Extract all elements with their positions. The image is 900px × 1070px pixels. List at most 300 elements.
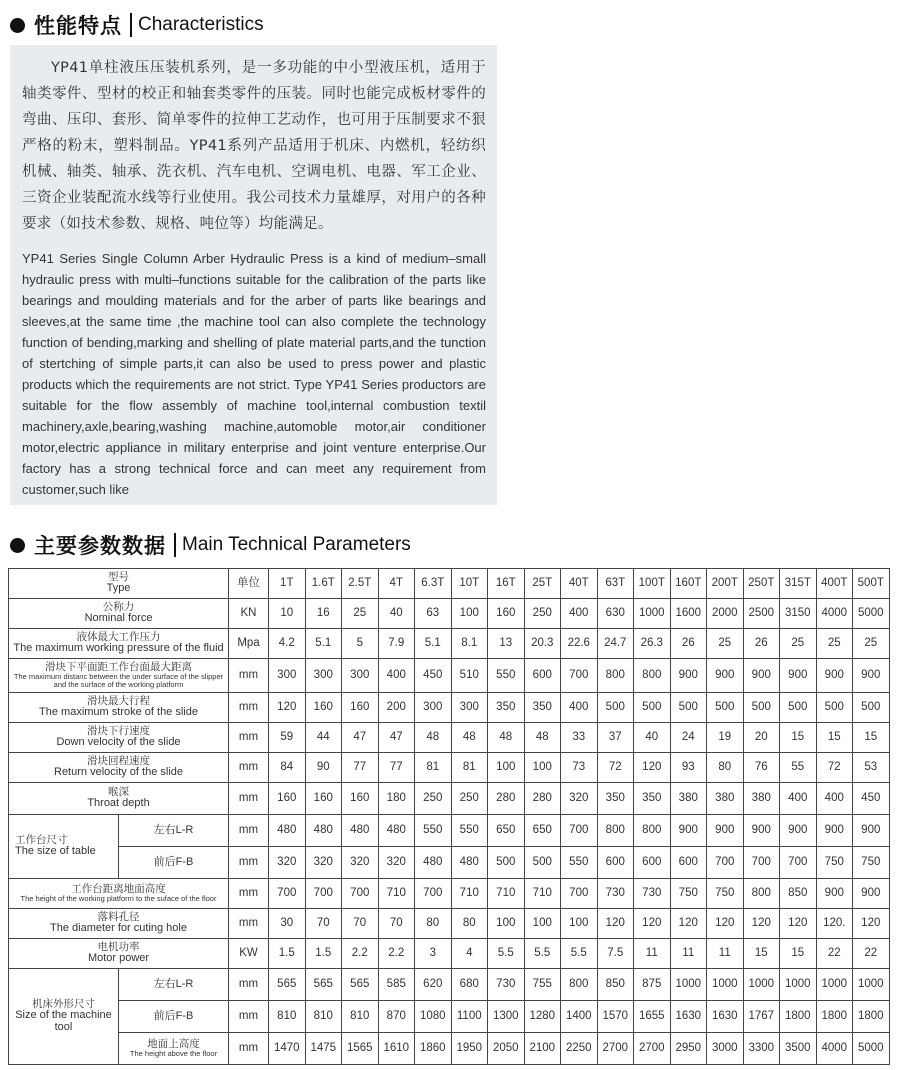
value-cell: 120	[743, 909, 780, 939]
sub-parameter-cell: 前后F-B	[119, 847, 229, 879]
parameter-label	[9, 659, 229, 693]
value-cell: 700	[561, 879, 598, 909]
parameter-label-zh: 电机功率	[97, 941, 140, 954]
value-cell: 300	[305, 659, 342, 693]
value-cell: 2050	[488, 1033, 525, 1065]
parameter-label-en: The height above the floor	[129, 1049, 218, 1059]
parameter-label-zh: 滑块下行速度	[87, 725, 150, 738]
parameter-label	[9, 939, 229, 969]
value-cell: 600	[524, 659, 561, 693]
value-cell: 48	[415, 723, 452, 753]
value-cell: 15	[743, 939, 780, 969]
value-cell: 160	[305, 693, 342, 723]
value-cell: 500	[488, 847, 525, 879]
value-cell: 850	[597, 969, 634, 1001]
table-row	[9, 847, 890, 879]
parameter-label-zh: 液体最大工作压力	[76, 631, 161, 644]
characteristics-title-zh: 性能特点	[34, 14, 122, 38]
value-cell: 5.5	[524, 939, 561, 969]
value-cell: 11	[707, 939, 744, 969]
value-cell: 77	[378, 753, 415, 783]
parameter-label-en: The height of the working platform to the suface of the floor	[20, 894, 217, 904]
value-cell: 4000	[816, 599, 853, 629]
value-cell: 22	[816, 939, 853, 969]
value-cell: 120	[269, 693, 306, 723]
value-cell: 600	[597, 847, 634, 879]
value-cell: 1000	[670, 969, 707, 1001]
value-cell: 5000	[853, 1033, 890, 1065]
value-cell: 70	[378, 909, 415, 939]
value-cell: 40	[634, 723, 671, 753]
value-cell: 16	[305, 599, 342, 629]
model-header-cell: 16T	[488, 569, 525, 599]
model-header-cell: 1.6T	[305, 569, 342, 599]
value-cell: 2100	[524, 1033, 561, 1065]
model-header-cell: 100T	[634, 569, 671, 599]
parameter-label-zh: 机床外形尺寸	[32, 998, 95, 1011]
value-cell: 25	[342, 599, 379, 629]
parameter-label-en: The maximum working pressure of the fluid	[13, 642, 224, 655]
table-row	[9, 815, 890, 847]
parameter-label	[119, 1033, 229, 1065]
value-cell: 2.2	[378, 939, 415, 969]
value-cell: 48	[524, 723, 561, 753]
value-cell: 25	[816, 629, 853, 659]
value-cell: 4.2	[269, 629, 306, 659]
value-cell: 1767	[743, 1001, 780, 1033]
value-cell: 100	[524, 909, 561, 939]
value-cell: 4	[451, 939, 488, 969]
value-cell: 47	[342, 723, 379, 753]
value-cell: 620	[415, 969, 452, 1001]
unit-cell: mm	[229, 783, 269, 815]
value-cell: 280	[524, 783, 561, 815]
value-cell: 350	[597, 783, 634, 815]
model-header-cell: 1T	[269, 569, 306, 599]
parameter-label-zh: 工作台距离地面高度	[71, 883, 166, 896]
heading-divider	[174, 533, 176, 557]
model-header-cell: 160T	[670, 569, 707, 599]
value-cell: 300	[415, 693, 452, 723]
value-cell: 100	[488, 909, 525, 939]
value-cell: 5.1	[415, 629, 452, 659]
value-cell: 800	[634, 815, 671, 847]
unit-cell: mm	[229, 753, 269, 783]
value-cell: 1000	[816, 969, 853, 1001]
parameter-label-en: The maximum distanc between the under surface of the slipper and the surface of the working platform	[13, 672, 224, 689]
parameter-label-en: Motor power	[87, 952, 150, 965]
value-cell: 3300	[743, 1033, 780, 1065]
value-cell: 2500	[743, 599, 780, 629]
value-cell: 15	[780, 939, 817, 969]
value-cell: 550	[488, 659, 525, 693]
value-cell: 900	[670, 659, 707, 693]
value-cell: 900	[707, 659, 744, 693]
value-cell: 24	[670, 723, 707, 753]
parameter-label-en: The diameter for cuting hole	[50, 922, 187, 935]
value-cell: 565	[342, 969, 379, 1001]
value-cell: 120	[634, 753, 671, 783]
parameter-label-en: Size of the machine tool	[15, 1009, 112, 1033]
value-cell: 1655	[634, 1001, 671, 1033]
value-cell: 550	[451, 815, 488, 847]
parameter-label-en: The maximum stroke of the slide	[39, 706, 198, 719]
value-cell: 320	[342, 847, 379, 879]
unit-cell: Mpa	[229, 629, 269, 659]
value-cell: 70	[305, 909, 342, 939]
value-cell: 900	[816, 659, 853, 693]
model-header-cell: 6.3T	[415, 569, 452, 599]
value-cell: 875	[634, 969, 671, 1001]
value-cell: 700	[743, 847, 780, 879]
value-cell: 1.5	[305, 939, 342, 969]
value-cell: 1000	[780, 969, 817, 1001]
model-header-cell: 4T	[378, 569, 415, 599]
value-cell: 300	[342, 659, 379, 693]
value-cell: 80	[707, 753, 744, 783]
value-cell: 20	[743, 723, 780, 753]
value-cell: 120	[634, 909, 671, 939]
value-cell: 500	[780, 693, 817, 723]
value-cell: 900	[780, 815, 817, 847]
value-cell: 120.	[816, 909, 853, 939]
value-cell: 300	[269, 659, 306, 693]
unit-cell: mm	[229, 969, 269, 1001]
value-cell: 120	[853, 909, 890, 939]
unit-cell: mm	[229, 1001, 269, 1033]
characteristics-panel	[10, 45, 497, 505]
value-cell: 120	[707, 909, 744, 939]
value-cell: 1000	[853, 969, 890, 1001]
model-header-cell: 315T	[780, 569, 817, 599]
value-cell: 1300	[488, 1001, 525, 1033]
value-cell: 200	[378, 693, 415, 723]
value-cell: 250	[451, 783, 488, 815]
value-cell: 320	[561, 783, 598, 815]
value-cell: 500	[743, 693, 780, 723]
value-cell: 81	[451, 753, 488, 783]
value-cell: 90	[305, 753, 342, 783]
parameter-label-zh: 滑块回程速度	[87, 755, 150, 768]
value-cell: 900	[853, 659, 890, 693]
value-cell: 20.3	[524, 629, 561, 659]
value-cell: 550	[415, 815, 452, 847]
value-cell: 25	[780, 629, 817, 659]
value-cell: 750	[853, 847, 890, 879]
value-cell: 900	[816, 815, 853, 847]
value-cell: 710	[378, 879, 415, 909]
value-cell: 33	[561, 723, 598, 753]
value-cell: 55	[780, 753, 817, 783]
parameter-label-zh: 工作台尺寸	[15, 834, 68, 847]
value-cell: 250	[415, 783, 452, 815]
parameter-label	[9, 815, 119, 879]
value-cell: 160	[305, 783, 342, 815]
value-cell: 480	[305, 815, 342, 847]
value-cell: 1800	[853, 1001, 890, 1033]
bullet-dot-icon	[10, 18, 25, 33]
value-cell: 1.5	[269, 939, 306, 969]
value-cell: 700	[305, 879, 342, 909]
value-cell: 26.3	[634, 629, 671, 659]
value-cell: 380	[707, 783, 744, 815]
value-cell: 100	[451, 599, 488, 629]
value-cell: 730	[634, 879, 671, 909]
model-header-cell: 200T	[707, 569, 744, 599]
value-cell: 810	[269, 1001, 306, 1033]
parameter-label	[9, 783, 229, 815]
unit-cell: mm	[229, 847, 269, 879]
value-cell: 480	[342, 815, 379, 847]
value-cell: 160	[342, 783, 379, 815]
value-cell: 1100	[451, 1001, 488, 1033]
value-cell: 1610	[378, 1033, 415, 1065]
value-cell: 755	[524, 969, 561, 1001]
value-cell: 76	[743, 753, 780, 783]
value-cell: 400	[561, 599, 598, 629]
parameters-title-zh: 主要参数数据	[34, 534, 166, 558]
parameter-label-en: Type	[106, 582, 131, 595]
value-cell: 100	[524, 753, 561, 783]
value-cell: 44	[305, 723, 342, 753]
parameters-title-en: Main Technical Parameters	[182, 534, 411, 555]
unit-cell: mm	[229, 723, 269, 753]
value-cell: 700	[269, 879, 306, 909]
value-cell: 700	[707, 847, 744, 879]
table-row	[9, 939, 890, 969]
parameter-label-zh: 地面上高度	[147, 1038, 200, 1051]
value-cell: 800	[597, 659, 634, 693]
model-header-cell: 25T	[524, 569, 561, 599]
value-cell: 160	[488, 599, 525, 629]
value-cell: 1000	[634, 599, 671, 629]
parameter-label	[9, 723, 229, 753]
value-cell: 800	[634, 659, 671, 693]
value-cell: 59	[269, 723, 306, 753]
value-cell: 600	[670, 847, 707, 879]
value-cell: 1470	[269, 1033, 306, 1065]
value-cell: 1860	[415, 1033, 452, 1065]
value-cell: 120	[780, 909, 817, 939]
value-cell: 19	[707, 723, 744, 753]
value-cell: 500	[634, 693, 671, 723]
value-cell: 480	[415, 847, 452, 879]
parameter-label-en: Nominal force	[84, 612, 153, 625]
value-cell: 280	[488, 783, 525, 815]
value-cell: 300	[451, 693, 488, 723]
value-cell: 900	[707, 815, 744, 847]
model-header-cell: 40T	[561, 569, 598, 599]
value-cell: 1475	[305, 1033, 342, 1065]
characteristics-paragraph-en: YP41 Series Single Column Arber Hydraulic Press is a kind of medium–small hydraulic press with multi–functions suitable for the calibration of the parts like bearings and moulding materials and for the arber of parts like bearings and sleeves,at the same time ,the machine tool can also complete the technology function of bending,marking and shelling of plate material parts,and the tunction of stertching of simple parts,it can also be used to press power and plastic products which the requirements are not strict. Type YP41 Series productors are suitable for the flow assembly of machine tool,internal combustion textil machinery,axle,bearing,washing machine,automoble motor,air conditioner motor,electric appliance in military enterprise and joint venture enterprise.Our factory has a strong technical force and can meet any requirement from customer,such like	[22, 251, 486, 497]
value-cell: 480	[378, 815, 415, 847]
parameter-label-en: Return velocity of the slide	[54, 766, 184, 779]
parameter-label-en: The size of table	[15, 845, 96, 858]
value-cell: 1800	[816, 1001, 853, 1033]
value-cell: 750	[816, 847, 853, 879]
value-cell: 72	[816, 753, 853, 783]
value-cell: 900	[670, 815, 707, 847]
model-header-cell: 2.5T	[342, 569, 379, 599]
value-cell: 11	[634, 939, 671, 969]
model-header-cell: 10T	[451, 569, 488, 599]
table-row	[9, 629, 890, 659]
value-cell: 10	[269, 599, 306, 629]
value-cell: 160	[269, 783, 306, 815]
unit-cell: mm	[229, 879, 269, 909]
value-cell: 800	[561, 969, 598, 1001]
value-cell: 710	[451, 879, 488, 909]
parameter-label	[9, 969, 119, 1065]
value-cell: 2700	[634, 1033, 671, 1065]
value-cell: 500	[597, 693, 634, 723]
value-cell: 1570	[597, 1001, 634, 1033]
value-cell: 900	[853, 815, 890, 847]
value-cell: 500	[853, 693, 890, 723]
value-cell: 3000	[707, 1033, 744, 1065]
unit-cell: mm	[229, 693, 269, 723]
heading-divider	[130, 13, 132, 37]
value-cell: 250	[524, 599, 561, 629]
value-cell: 100	[561, 909, 598, 939]
value-cell: 320	[378, 847, 415, 879]
value-cell: 3500	[780, 1033, 817, 1065]
value-cell: 2.2	[342, 939, 379, 969]
value-cell: 600	[634, 847, 671, 879]
value-cell: 2700	[597, 1033, 634, 1065]
value-cell: 70	[342, 909, 379, 939]
value-cell: 700	[415, 879, 452, 909]
value-cell: 400	[780, 783, 817, 815]
value-cell: 7.5	[597, 939, 634, 969]
parameter-label	[9, 909, 229, 939]
table-row	[9, 753, 890, 783]
unit-cell: mm	[229, 815, 269, 847]
value-cell: 1565	[342, 1033, 379, 1065]
unit-cell: KW	[229, 939, 269, 969]
value-cell: 2250	[561, 1033, 598, 1065]
value-cell: 15	[780, 723, 817, 753]
parameters-heading	[10, 530, 411, 560]
value-cell: 26	[670, 629, 707, 659]
value-cell: 1950	[451, 1033, 488, 1065]
value-cell: 900	[853, 879, 890, 909]
table-row	[9, 879, 890, 909]
model-header-cell: 63T	[597, 569, 634, 599]
value-cell: 730	[597, 879, 634, 909]
value-cell: 25	[707, 629, 744, 659]
value-cell: 565	[305, 969, 342, 1001]
value-cell: 400	[816, 783, 853, 815]
parameter-label	[9, 599, 229, 629]
unit-cell: mm	[229, 909, 269, 939]
table-row	[9, 693, 890, 723]
value-cell: 900	[816, 879, 853, 909]
value-cell: 5	[342, 629, 379, 659]
characteristics-heading	[10, 10, 264, 40]
table-row	[9, 569, 890, 599]
value-cell: 15	[816, 723, 853, 753]
value-cell: 5.5	[561, 939, 598, 969]
value-cell: 120	[597, 909, 634, 939]
value-cell: 1400	[561, 1001, 598, 1033]
value-cell: 850	[780, 879, 817, 909]
parameter-label-zh: 喉深	[108, 786, 129, 799]
value-cell: 22.6	[561, 629, 598, 659]
value-cell: 93	[670, 753, 707, 783]
value-cell: 13	[488, 629, 525, 659]
model-header-cell: 250T	[743, 569, 780, 599]
value-cell: 500	[670, 693, 707, 723]
value-cell: 80	[415, 909, 452, 939]
value-cell: 1630	[707, 1001, 744, 1033]
bullet-dot-icon	[10, 538, 25, 553]
value-cell: 26	[743, 629, 780, 659]
value-cell: 450	[415, 659, 452, 693]
unit-cell: mm	[229, 659, 269, 693]
value-cell: 2000	[707, 599, 744, 629]
value-cell: 480	[269, 815, 306, 847]
value-cell: 680	[451, 969, 488, 1001]
value-cell: 630	[597, 599, 634, 629]
value-cell: 700	[561, 659, 598, 693]
value-cell: 81	[415, 753, 452, 783]
value-cell: 25	[853, 629, 890, 659]
value-cell: 585	[378, 969, 415, 1001]
value-cell: 450	[853, 783, 890, 815]
value-cell: 700	[561, 815, 598, 847]
value-cell: 400	[378, 659, 415, 693]
value-cell: 5.1	[305, 629, 342, 659]
value-cell: 710	[488, 879, 525, 909]
parameter-label-zh: 滑块下平面距工作台面最大距离	[45, 661, 192, 674]
table-row	[9, 659, 890, 693]
value-cell: 73	[561, 753, 598, 783]
sub-parameter-cell: 前后F-B	[119, 1001, 229, 1033]
value-cell: 1280	[524, 1001, 561, 1033]
model-header-cell: 500T	[853, 569, 890, 599]
value-cell: 63	[415, 599, 452, 629]
value-cell: 350	[488, 693, 525, 723]
value-cell: 30	[269, 909, 306, 939]
technical-parameters-table	[8, 568, 890, 1065]
value-cell: 8.1	[451, 629, 488, 659]
value-cell: 15	[853, 723, 890, 753]
value-cell: 730	[488, 969, 525, 1001]
value-cell: 11	[670, 939, 707, 969]
characteristics-paragraph-zh: YP41单柱液压压装机系列，是一多功能的中小型液压机，适用于轴类零件、型材的校正和轴套类零件的压装。同时也能完成板材零件的弯曲、压印、套形、简单零件的拉伸工艺动作，也可用于压制要求不狠严格的粉末，塑料制品。YP41系列产品适用于机床、内燃机，轻纺织机械、轴类、轴承、洗衣机、汽车电机、空调电机、电器、军工企业、三资企业装配流水线等行业使用。我公司技术力量雄厚，对用户的各种要求（如技术参数、规格、吨位等）均能满足。	[22, 60, 486, 232]
value-cell: 4000	[816, 1033, 853, 1065]
characteristics-title-en: Characteristics	[138, 14, 264, 35]
table-row	[9, 723, 890, 753]
value-cell: 320	[269, 847, 306, 879]
value-cell: 37	[597, 723, 634, 753]
value-cell: 24.7	[597, 629, 634, 659]
value-cell: 1630	[670, 1001, 707, 1033]
table-row	[9, 1001, 890, 1033]
value-cell: 53	[853, 753, 890, 783]
value-cell: 500	[816, 693, 853, 723]
value-cell: 550	[561, 847, 598, 879]
value-cell: 400	[561, 693, 598, 723]
value-cell: 3150	[780, 599, 817, 629]
value-cell: 1800	[780, 1001, 817, 1033]
value-cell: 565	[269, 969, 306, 1001]
value-cell: 5.5	[488, 939, 525, 969]
value-cell: 650	[524, 815, 561, 847]
value-cell: 710	[524, 879, 561, 909]
value-cell: 810	[342, 1001, 379, 1033]
